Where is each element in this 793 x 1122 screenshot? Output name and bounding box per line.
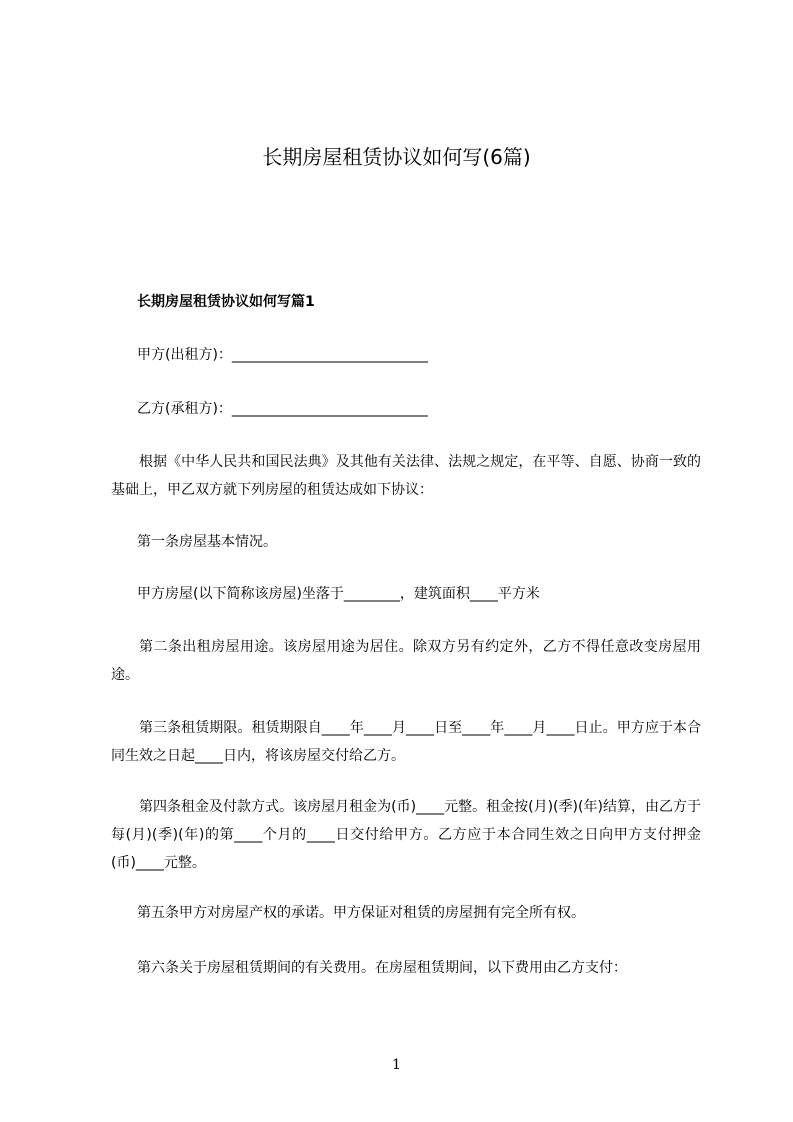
paragraph-article-4: 第四条租金及付款方式。该房屋月租金为(币)____元整。租金按(月)(季)(年)结算，由乙方于每(月)(季)(年)的第____个月的____日交付给甲方。乙方应于本合同生效之日向甲方支付押金(币)____元整。: [111, 799, 701, 871]
paragraph-article-1: 第一条房屋基本情况。: [137, 534, 277, 550]
paragraph-article-5: 第五条甲方对房屋产权的承诺。甲方保证对租赁的房屋拥有完全所有权。: [137, 905, 585, 921]
paragraph-article-3: 第三条租赁期限。租赁期限自____年____月____日至____年____月____日止。甲方应于本合同生效之日起____日内，将该房屋交付给乙方。: [111, 720, 701, 764]
document-title: 长期房屋租赁协议如何写(6篇): [262, 145, 531, 169]
party-b-line: 乙方(承租方)：____________________________: [137, 401, 428, 417]
page-number: 1: [392, 1057, 401, 1073]
section-heading: 长期房屋租赁协议如何写篇1: [137, 294, 315, 310]
party-a-line: 甲方(出租方)：____________________________: [137, 347, 428, 363]
paragraph-article-6: 第六条关于房屋租赁期间的有关费用。在房屋租赁期间，以下费用由乙方支付：: [137, 960, 627, 976]
paragraph-article-2: 第二条出租房屋用途。该房屋用途为居住。除双方另有约定外，乙方不得任意改变房屋用途。: [111, 639, 701, 683]
paragraph-property-location: 甲方房屋(以下简称该房屋)坐落于________，建筑面积____平方米: [137, 586, 540, 602]
paragraph-preamble: 根据《中华人民共和国民法典》及其他有关法律、法规之规定，在平等、自愿、协商一致的基础上，甲乙双方就下列房屋的租赁达成如下协议：: [111, 454, 701, 498]
